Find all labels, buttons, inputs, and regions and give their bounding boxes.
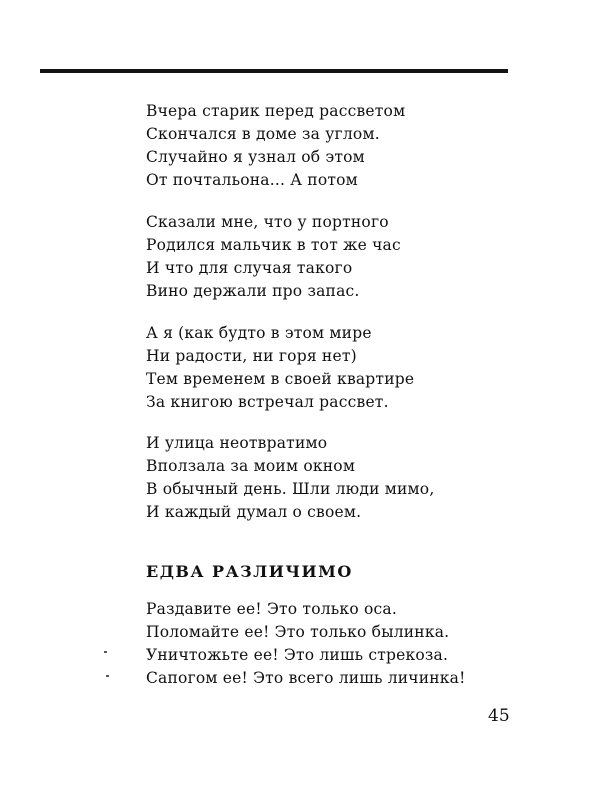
- verse-line: Родился мальчик в тот же час: [146, 236, 401, 254]
- top-rule: [40, 69, 508, 73]
- poem-title: ЕДВА РАЗЛИЧИМО: [146, 562, 353, 581]
- verse-line: Уничтожьте ее! Это лишь стрекоза.: [146, 646, 449, 664]
- verse-line: В обычный день. Шли люди мимо,: [146, 480, 435, 498]
- verse-line: А я (как будто в этом мире: [146, 324, 372, 342]
- verse-line: Вино держали про запас.: [146, 282, 360, 300]
- page-number: 45: [488, 706, 510, 726]
- verse-line: Тем временем в своей квартире: [146, 370, 415, 388]
- verse-line: Случайно я узнал об этом: [146, 148, 365, 166]
- verse-line: От почтальона... А потом: [146, 171, 358, 189]
- poem1-stanza-2: [146, 211, 401, 303]
- verse-line: Вчера старик перед рассветом: [146, 102, 406, 120]
- poem1-stanza-3: [146, 322, 414, 414]
- verse-line: За книгою встречал рассвет.: [146, 393, 389, 411]
- verse-line: Ни радости, ни горя нет): [146, 347, 357, 365]
- verse-line: Сапогом ее! Это всего лишь личинка!: [146, 669, 466, 687]
- verse-line: Вползала за моим окном: [146, 457, 356, 475]
- poem1-stanza-1: [146, 100, 405, 192]
- poem2-stanza: [146, 598, 466, 690]
- verse-line: И каждый думал о своем.: [146, 503, 362, 521]
- poem1-stanza-4: [146, 432, 434, 524]
- verse-line: И что для случая такого: [146, 259, 353, 277]
- verse-line: И улица неотвратимо: [146, 434, 328, 452]
- verse-line: Сказали мне, что у портного: [146, 213, 389, 231]
- print-speck: [104, 651, 107, 653]
- print-speck: [106, 675, 109, 677]
- verse-line: Поломайте ее! Это только былинка.: [146, 623, 450, 641]
- verse-line: Раздавите ее! Это только оса.: [146, 600, 397, 618]
- verse-line: Скончался в доме за углом.: [146, 125, 380, 143]
